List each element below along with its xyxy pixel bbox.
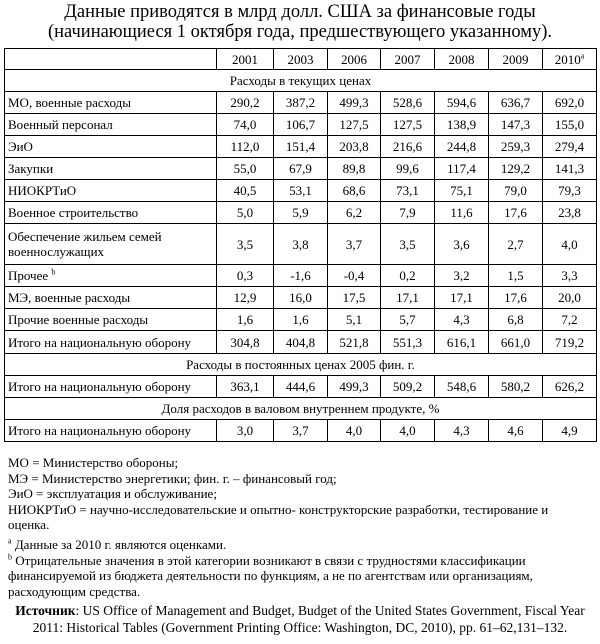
value-cell: 0,3 xyxy=(217,265,274,287)
value-cell: 141,3 xyxy=(543,158,597,180)
row-label: МЭ, военные расходы xyxy=(8,290,131,305)
row-label-cell xyxy=(5,180,217,202)
value-cell: 79,3 xyxy=(543,180,597,202)
value-cell: 17,6 xyxy=(489,287,543,309)
row-label: НИОКРТиО xyxy=(8,183,77,198)
value-cell: 661,0 xyxy=(489,331,543,354)
year-note-mark: a xyxy=(580,51,585,61)
section-row xyxy=(5,398,597,420)
table-row xyxy=(5,180,597,202)
value-cell: 616,1 xyxy=(435,331,489,354)
value-cell: 17,5 xyxy=(328,287,381,309)
value-cell: 3,8 xyxy=(274,224,328,265)
value-cell: 53,1 xyxy=(274,180,328,202)
value-cell: 5,0 xyxy=(217,202,274,224)
row-label: Закупки xyxy=(8,161,54,176)
year-header xyxy=(543,49,597,70)
table-row xyxy=(5,224,597,265)
value-cell: 4,0 xyxy=(328,420,381,442)
footnote-text: Данные за 2010 г. являются оценками. xyxy=(14,537,227,552)
row-label: Итого на национальную оборону xyxy=(8,334,192,350)
table-row xyxy=(5,376,597,398)
header-blank-cell xyxy=(5,49,217,70)
row-label: Итого на национальную оборону xyxy=(8,423,192,438)
value-cell: 3,7 xyxy=(328,224,381,265)
value-cell: 138,9 xyxy=(435,114,489,136)
value-cell: 127,5 xyxy=(328,114,381,136)
value-cell: 23,8 xyxy=(543,202,597,224)
table-row xyxy=(5,202,597,224)
value-cell: 1,6 xyxy=(217,309,274,331)
footnote-a xyxy=(8,537,592,553)
value-cell: -1,6 xyxy=(274,265,328,287)
value-cell: 203,8 xyxy=(328,136,381,158)
value-cell: 594,6 xyxy=(435,92,489,114)
value-cell: 5,9 xyxy=(274,202,328,224)
year-header xyxy=(381,49,435,70)
row-label-cell xyxy=(5,331,217,354)
row-label: Военный персонал xyxy=(8,117,113,132)
value-cell: 216,6 xyxy=(381,136,435,158)
table-row xyxy=(5,114,597,136)
value-cell: 6,8 xyxy=(489,309,543,331)
value-cell: 2,7 xyxy=(489,224,543,265)
year-label: 2003 xyxy=(287,51,314,67)
value-cell: 363,1 xyxy=(217,376,274,398)
value-cell: 155,0 xyxy=(543,114,597,136)
value-cell: 7,9 xyxy=(381,202,435,224)
year-label: 2006 xyxy=(341,51,367,67)
value-cell: 5,7 xyxy=(381,309,435,331)
value-cell: 521,8 xyxy=(328,331,381,354)
value-cell: 551,3 xyxy=(381,331,435,354)
value-cell: 12,9 xyxy=(217,287,274,309)
row-label-cell xyxy=(5,92,217,114)
value-cell: 4,9 xyxy=(543,420,597,442)
value-cell: 7,2 xyxy=(543,309,597,331)
abbrev-niokrtio: НИОКРТиО = научно-исследовательские и опытно- конструкторские разработки, тестирование и оценка. xyxy=(8,501,549,532)
value-cell: 129,2 xyxy=(489,158,543,180)
value-cell: 3,7 xyxy=(274,420,328,442)
row-label-cell xyxy=(5,309,217,331)
table-row xyxy=(5,287,597,309)
year-header xyxy=(435,49,489,70)
value-cell: 99,6 xyxy=(381,158,435,180)
value-cell: 3,6 xyxy=(435,224,489,265)
value-cell: 3,5 xyxy=(217,224,274,265)
value-cell: 509,2 xyxy=(381,376,435,398)
table-row xyxy=(5,309,597,331)
footnote-mark: a xyxy=(8,536,12,546)
value-cell: 528,6 xyxy=(381,92,435,114)
source-label: Источник xyxy=(15,603,76,618)
section-title: Расходы в постоянных ценах 2005 фин. г. xyxy=(5,354,597,376)
value-cell: 3,5 xyxy=(381,224,435,265)
value-cell: 117,4 xyxy=(435,158,489,180)
footnote-mark: b xyxy=(8,552,12,562)
value-cell: 4,0 xyxy=(543,224,597,265)
value-cell: 499,3 xyxy=(328,376,381,398)
value-cell: 304,8 xyxy=(217,331,274,354)
value-cell: 636,7 xyxy=(489,92,543,114)
year-label: 2001 xyxy=(232,51,258,67)
year-header xyxy=(489,49,543,70)
value-cell: 548,6 xyxy=(435,376,489,398)
value-cell: 67,9 xyxy=(274,158,328,180)
value-cell: 290,2 xyxy=(217,92,274,114)
value-cell: 4,3 xyxy=(435,309,489,331)
row-label-cell xyxy=(5,202,217,224)
value-cell: 4,6 xyxy=(489,420,543,442)
defense-spending-table xyxy=(4,48,597,442)
value-cell: 3,3 xyxy=(543,265,597,287)
row-label: Прочее xyxy=(8,268,49,283)
page-title xyxy=(0,2,600,42)
year-label: 2009 xyxy=(502,51,529,67)
section-title: Доля расходов в валовом внутреннем продукте, % xyxy=(5,398,597,420)
value-cell: 3,0 xyxy=(217,420,274,442)
section-title: Расходы в текущих ценах xyxy=(5,70,597,92)
value-cell: 1,5 xyxy=(489,265,543,287)
abbreviations xyxy=(8,455,592,533)
footnote-b xyxy=(8,553,592,600)
value-cell: 68,6 xyxy=(328,180,381,202)
value-cell: 75,1 xyxy=(435,180,489,202)
value-cell: 16,0 xyxy=(274,287,328,309)
value-cell: 127,5 xyxy=(381,114,435,136)
value-cell: 5,1 xyxy=(328,309,381,331)
value-cell: 20,0 xyxy=(543,287,597,309)
row-label: Итого на национальную оборону xyxy=(8,379,192,394)
value-cell: 73,1 xyxy=(381,180,435,202)
value-cell: 499,3 xyxy=(328,92,381,114)
abbrev-mo: МО = Министерство обороны; xyxy=(8,455,179,470)
value-cell: 580,2 xyxy=(489,376,543,398)
year-header xyxy=(274,49,328,70)
row-label: Военное строительство xyxy=(8,205,139,220)
value-cell: 387,2 xyxy=(274,92,328,114)
value-cell: 3,2 xyxy=(435,265,489,287)
footnotes xyxy=(8,537,592,599)
value-cell: 0,2 xyxy=(381,265,435,287)
value-cell: 74,0 xyxy=(217,114,274,136)
value-cell: 79,0 xyxy=(489,180,543,202)
table-row xyxy=(5,265,597,287)
row-note-mark: b xyxy=(51,267,56,277)
row-label-cell xyxy=(5,265,217,287)
value-cell: 404,8 xyxy=(274,331,328,354)
footnote-text: Отрицательные значения в этой категории возникают в связи с трудностями классификации финансируемой из бюджета деятельности по функциям, а не по агентствам или организациям, расходующим средства. xyxy=(8,552,533,599)
table-row xyxy=(5,136,597,158)
value-cell: 17,1 xyxy=(435,287,489,309)
value-cell: 279,4 xyxy=(543,136,597,158)
table-row xyxy=(5,158,597,180)
value-cell: 4,0 xyxy=(381,420,435,442)
row-label-cell xyxy=(5,376,217,398)
value-cell: 17,6 xyxy=(489,202,543,224)
row-label-cell xyxy=(5,158,217,180)
value-cell: 112,0 xyxy=(217,136,274,158)
table-row xyxy=(5,331,597,354)
row-label-cell xyxy=(5,136,217,158)
value-cell: 89,8 xyxy=(328,158,381,180)
value-cell: 17,1 xyxy=(381,287,435,309)
value-cell: 259,3 xyxy=(489,136,543,158)
year-header xyxy=(217,49,274,70)
source-citation xyxy=(0,602,600,636)
table-row xyxy=(5,92,597,114)
value-cell: 1,6 xyxy=(274,309,328,331)
table-row xyxy=(5,420,597,442)
row-label: Прочие военные расходы xyxy=(8,312,149,327)
section-row xyxy=(5,70,597,92)
value-cell: 55,0 xyxy=(217,158,274,180)
year-label: 2010 xyxy=(554,51,581,67)
row-label-cell xyxy=(5,114,217,136)
abbrev-eio: ЭиО = эксплуатация и обслуживание; xyxy=(8,486,217,501)
value-cell: 40,5 xyxy=(217,180,274,202)
value-cell: 444,6 xyxy=(274,376,328,398)
value-cell: 147,3 xyxy=(489,114,543,136)
value-cell: 106,7 xyxy=(274,114,328,136)
value-cell: 244,8 xyxy=(435,136,489,158)
year-header xyxy=(328,49,381,70)
year-label: 2007 xyxy=(394,51,421,67)
row-label-cell xyxy=(5,420,217,442)
row-label: МО, военные расходы xyxy=(8,95,131,110)
row-label-cell xyxy=(5,287,217,309)
value-cell: 11,6 xyxy=(435,202,489,224)
title-line-2: (начинающиеся 1 октября года, предшествующего указанному). xyxy=(47,22,553,42)
row-label: Обеспечение жильем семей военнослужащих xyxy=(8,229,162,259)
source-text: : US Office of Management and Budget, Budget of the United States Government, Fiscal Year 2011: Historical Tables (Government Printing Office: Washington, DC, 2010), pp. 61–62,131–132. xyxy=(32,603,585,635)
row-label: ЭиО xyxy=(8,139,33,154)
title-line-1: Данные приводятся в млрд долл. США за финансовые годы xyxy=(64,2,536,22)
value-cell: 6,2 xyxy=(328,202,381,224)
value-cell: -0,4 xyxy=(328,265,381,287)
value-cell: 4,3 xyxy=(435,420,489,442)
header-row xyxy=(5,49,597,70)
row-label-cell xyxy=(5,224,217,265)
year-label: 2008 xyxy=(448,51,475,67)
abbrev-me: МЭ = Министерство энергетики; фин. г. – финансовый год; xyxy=(8,470,337,486)
section-row xyxy=(5,354,597,376)
value-cell: 692,0 xyxy=(543,92,597,114)
value-cell: 719,2 xyxy=(543,331,597,354)
value-cell: 151,4 xyxy=(274,136,328,158)
value-cell: 626,2 xyxy=(543,376,597,398)
